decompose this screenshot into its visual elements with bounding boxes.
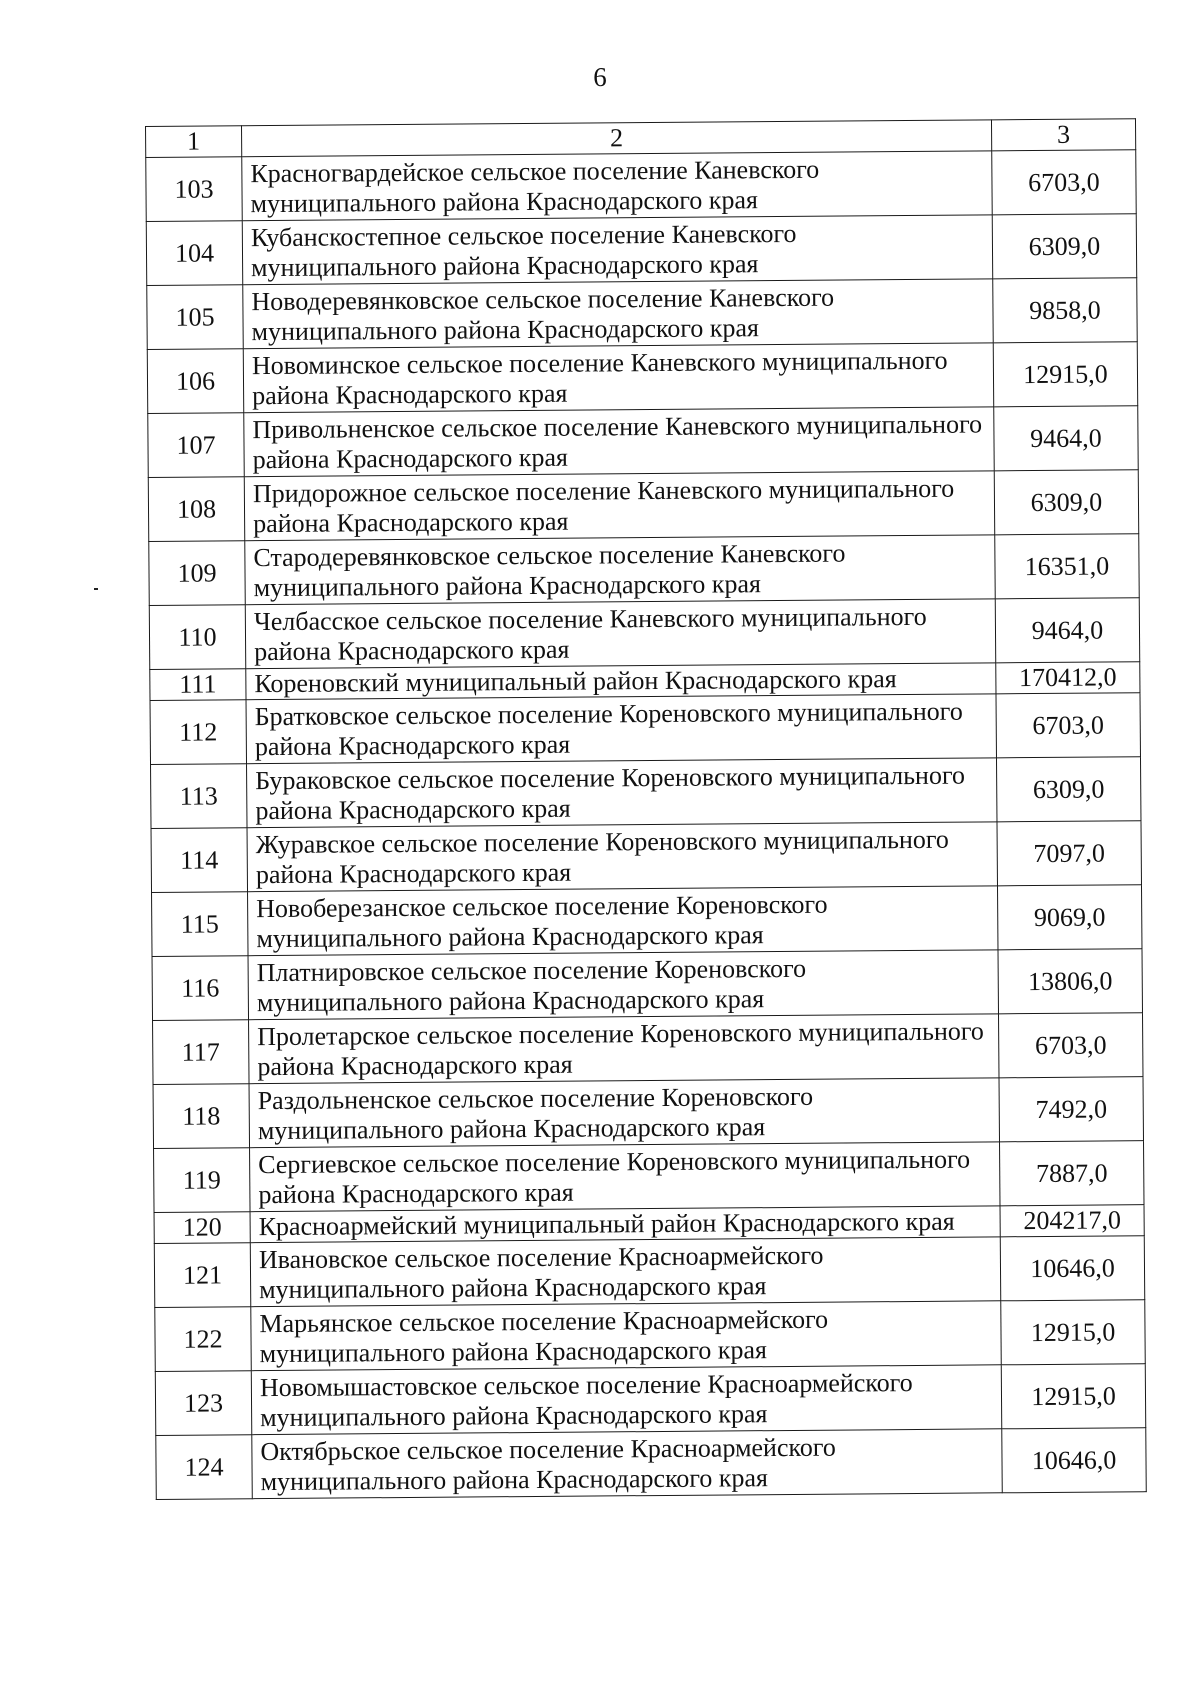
municipality-name: Новомышастовское сельское поселение Красноармейского муниципального района Краснодарского края [251,1365,1001,1435]
amount-value: 7097,0 [997,821,1141,886]
amount-value: 6703,0 [992,150,1136,215]
municipality-name: Сергиевское сельское поселение Кореновского муниципального района Краснодарского края [250,1142,1000,1212]
table-row [149,598,1139,670]
row-number: 114 [151,828,247,893]
municipality-name: Октябрьское сельское поселение Красноармейского муниципального района Краснодарского края [252,1429,1002,1499]
municipality-name: Кореновский муниципальный район Краснодарского края [246,663,996,700]
amount-value: 7887,0 [1000,1141,1144,1206]
row-number: 104 [146,221,242,286]
row-number: 118 [153,1084,249,1149]
municipality-name: Братковское сельское поселение Кореновского муниципального района Краснодарского края [246,694,996,764]
row-number: 119 [154,1148,250,1213]
municipality-name: Кубанскостепное сельское поселение Каневского муниципального района Краснодарского края [242,215,992,285]
amount-value: 6703,0 [998,1013,1142,1078]
page-number: 6 [593,62,607,92]
amount-value: 9464,0 [995,598,1139,663]
table-row [154,1236,1144,1308]
amount-value: 12915,0 [1001,1364,1145,1429]
table-row [148,470,1138,542]
amount-value: 6309,0 [994,470,1138,535]
row-number: 115 [152,892,248,957]
municipality-name: Новоберезанское сельское поселение Кореновского муниципального района Краснодарского края [248,886,998,956]
amount-value: 6309,0 [996,757,1140,822]
row-number: 107 [148,413,244,478]
amount-value: 9464,0 [994,406,1138,471]
header-col-3: 3 [991,119,1135,151]
municipality-name: Ивановское сельское поселение Красноармейского муниципального района Краснодарского края [250,1237,1000,1307]
table-row [152,885,1142,957]
municipality-name: Новодеревянковское сельское поселение Каневского муниципального района Краснодарского края [243,279,993,349]
row-number: 109 [149,541,245,606]
amount-value: 16351,0 [995,534,1139,599]
row-number: 117 [153,1020,249,1085]
row-number: 105 [147,285,243,350]
amount-value: 204217,0 [1000,1205,1144,1237]
municipality-name: Привольненское сельское поселение Каневского муниципального района Краснодарского края [244,407,994,477]
municipality-name: Придорожное сельское поселение Каневского муниципального района Краснодарского края [244,471,994,541]
municipality-name: Марьянское сельское поселение Красноармейского муниципального района Краснодарского края [251,1301,1001,1371]
row-number: 123 [155,1371,251,1436]
table-row [151,757,1141,829]
municipality-name: Красногвардейское сельское поселение Каневского муниципального района Краснодарского края [242,151,992,221]
amount-value: 10646,0 [1000,1236,1144,1301]
row-number: 106 [147,349,243,414]
table-row [153,1077,1143,1149]
table-row [156,1428,1146,1500]
table-body [146,119,1147,1500]
amount-value: 6703,0 [996,693,1140,758]
row-number: 113 [151,764,247,829]
amount-value: 6309,0 [992,214,1136,279]
row-number: 110 [149,605,245,670]
row-number: 121 [154,1243,250,1308]
scan-speck [94,588,98,590]
municipality-name: Красноармейский муниципальный район Краснодарского края [250,1206,1000,1243]
table-row [148,406,1138,478]
table-row [152,949,1142,1021]
table-row [151,821,1141,893]
table-row [154,1141,1144,1213]
amount-value: 170412,0 [996,662,1140,694]
table-row [149,534,1139,606]
row-number: 116 [152,956,248,1021]
row-number: 111 [150,669,246,701]
header-col-2: 2 [242,120,992,157]
table-row [147,342,1137,414]
municipality-name: Челбасское сельское поселение Каневского муниципального района Краснодарского края [245,599,995,669]
table-row [146,150,1136,222]
amount-value: 12915,0 [1001,1300,1145,1365]
municipality-name: Стародеревянковское сельское поселение Каневского муниципального района Краснодарского края [245,535,995,605]
header-col-1: 1 [146,126,242,158]
municipality-name: Платнировское сельское поселение Кореновского муниципального района Краснодарского края [248,950,998,1020]
amount-value: 13806,0 [998,949,1142,1014]
amount-value: 12915,0 [993,342,1137,407]
row-number: 122 [155,1307,251,1372]
row-number: 112 [150,700,246,765]
municipality-name: Новоминское сельское поселение Каневского муниципального района Краснодарского края [243,343,993,413]
table-row [146,214,1136,286]
table-row [153,1013,1143,1085]
amount-value: 9858,0 [993,278,1137,343]
row-number: 103 [146,157,242,222]
municipality-name: Пролетарское сельское поселение Кореновского муниципального района Краснодарского края [249,1014,999,1084]
row-number: 124 [156,1435,252,1500]
row-number: 108 [148,477,244,542]
allocation-table [145,118,1147,1500]
table-row [155,1300,1145,1372]
table-row [155,1364,1145,1436]
table-row [150,693,1140,765]
amount-value: 7492,0 [999,1077,1143,1142]
row-number: 120 [154,1212,250,1244]
table-row [147,278,1137,350]
municipality-name: Бураковское сельское поселение Кореновского муниципального района Краснодарского края [247,758,997,828]
amount-value: 10646,0 [1002,1428,1146,1493]
municipality-name: Журавское сельское поселение Кореновского муниципального района Краснодарского края [247,822,997,892]
amount-value: 9069,0 [997,885,1141,950]
municipality-name: Раздольненское сельское поселение Кореновского муниципального района Краснодарского края [249,1078,999,1148]
